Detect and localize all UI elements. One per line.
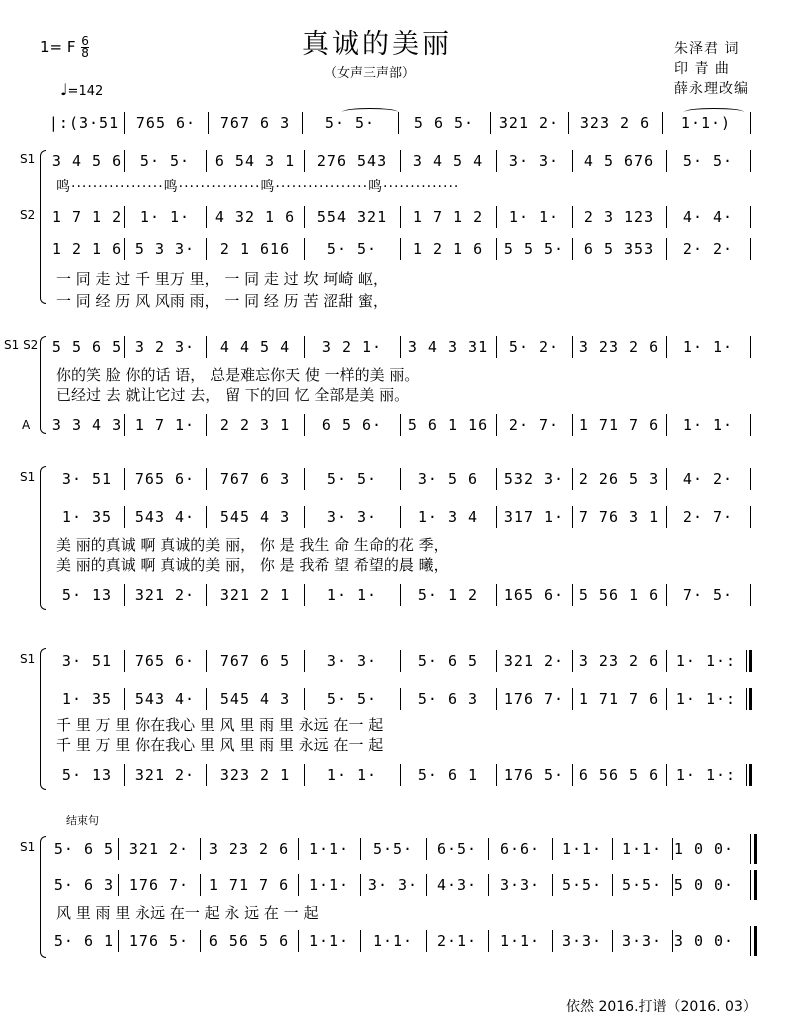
measure: 765 6· bbox=[135, 114, 197, 132]
measure: 6 56 5 6 bbox=[208, 932, 290, 950]
measure: 765 6· bbox=[134, 470, 196, 488]
measure: 6 54 3 1 bbox=[214, 152, 296, 170]
tempo-mark bbox=[60, 80, 103, 99]
quarter-note-icon: ♩ bbox=[60, 80, 68, 99]
measure: 4 32 1 6 bbox=[214, 208, 296, 226]
system-brace bbox=[40, 466, 46, 610]
measure: 1· 1· bbox=[326, 586, 378, 604]
measure: 5· 2· bbox=[508, 338, 560, 356]
intro-line bbox=[44, 114, 750, 134]
measure: 2 1 616 bbox=[219, 240, 291, 258]
measure: 5· 5· bbox=[682, 152, 734, 170]
s1-line bbox=[50, 152, 750, 172]
measure: 1·1·) bbox=[680, 114, 732, 132]
measure: 5· 6 1 bbox=[417, 766, 479, 784]
measure: 1· 35 bbox=[61, 690, 113, 708]
measure: 3·3· bbox=[561, 932, 603, 950]
measure: 1 0 0· bbox=[673, 840, 735, 858]
measure: 323 2 1 bbox=[219, 766, 291, 784]
measure: 5· 6 1 bbox=[53, 932, 115, 950]
final-barline bbox=[750, 926, 751, 956]
measure: 1· 1· bbox=[326, 766, 378, 784]
measure: |:(3·51 bbox=[48, 114, 120, 132]
s1-line bbox=[50, 840, 760, 860]
alto-line bbox=[50, 416, 750, 436]
part-label-s1: S1 bbox=[20, 470, 36, 484]
measure: 2 2 3 1 bbox=[219, 416, 291, 434]
measure: 5· 13 bbox=[61, 766, 113, 784]
time-top: 6 bbox=[81, 34, 89, 48]
measure: 5· 6 5 bbox=[53, 840, 115, 858]
system-brace bbox=[40, 648, 46, 790]
measure: 5· 5· bbox=[324, 114, 376, 132]
barline bbox=[750, 112, 751, 134]
measure: 3·3· bbox=[621, 932, 663, 950]
repeat-barline bbox=[746, 688, 747, 710]
ending-label: 结束句 bbox=[66, 814, 99, 827]
measure: 1·1· bbox=[621, 840, 663, 858]
measure: 276 543 bbox=[316, 152, 388, 170]
part-label-s2: S2 bbox=[20, 208, 36, 222]
measure: 1·1· bbox=[561, 840, 603, 858]
measure: 165 6· bbox=[503, 586, 565, 604]
subtitle: （女声三声部） bbox=[324, 66, 416, 81]
lyric-line: 风 里 雨 里 永远 在一 起 永 远 在 一 起 bbox=[56, 904, 319, 922]
measure: 2· 7· bbox=[508, 416, 560, 434]
measure: 554 321 bbox=[316, 208, 388, 226]
measure: 6 5 353 bbox=[583, 240, 655, 258]
measure: 321 2 1 bbox=[219, 586, 291, 604]
lyric-verse-2: 一 同 经 历 风 风雨 雨， 一 同 经 历 苦 涩甜 蜜， bbox=[56, 292, 388, 310]
measure: 1· 1· bbox=[139, 208, 191, 226]
measure: 4 4 5 4 bbox=[219, 338, 291, 356]
repeat-barline-thick bbox=[749, 764, 752, 786]
part-label-s1: S1 bbox=[20, 152, 36, 166]
measure: 5· 5· bbox=[326, 470, 378, 488]
system-brace bbox=[40, 336, 46, 434]
lyric-verse-2: 已经过 去 就让它过 去， 留 下的回 忆 全部是美 丽。 bbox=[56, 386, 410, 404]
measure: 5· 5· bbox=[139, 152, 191, 170]
part-label-s1: S1 bbox=[20, 840, 36, 854]
measure: 317 1· bbox=[503, 508, 565, 526]
measure: 3 4 5 6 bbox=[51, 152, 123, 170]
measure: 1 2 1 6 bbox=[412, 240, 484, 258]
repeat-barline bbox=[746, 650, 747, 672]
measure: 1· 1· bbox=[682, 416, 734, 434]
measure: 176 7· bbox=[503, 690, 565, 708]
measure: 3· 3· bbox=[326, 652, 378, 670]
lyric-verse-1: 一 同 走 过 千 里万 里， 一 同 走 过 坎 坷崎 岖， bbox=[56, 270, 388, 288]
lyricist: 朱泽君 词 bbox=[674, 41, 740, 57]
measure: 3· 3· bbox=[367, 876, 419, 894]
lyric-verse-1: 你的笑 脸 你的话 语， 总是难忘你天 使 一样的美 丽。 bbox=[56, 366, 420, 384]
measure: 1·1· bbox=[308, 876, 350, 894]
slur bbox=[342, 108, 398, 116]
measure: 3 23 2 6 bbox=[578, 338, 660, 356]
measure: 3 2 3· bbox=[134, 338, 196, 356]
repeat-barline bbox=[746, 764, 747, 786]
measure: 6·5· bbox=[436, 840, 478, 858]
system-brace bbox=[40, 836, 46, 958]
barline bbox=[750, 150, 751, 172]
measure: 321 2· bbox=[134, 766, 196, 784]
final-barline-thick bbox=[754, 834, 757, 864]
measure: 1 71 7 6 bbox=[578, 416, 660, 434]
measure: 5·5· bbox=[561, 876, 603, 894]
measure: 2 3 123 bbox=[583, 208, 655, 226]
measure: 3 23 2 6 bbox=[208, 840, 290, 858]
measure: 176 7· bbox=[128, 876, 190, 894]
barline bbox=[750, 414, 751, 436]
measure: 176 5· bbox=[128, 932, 190, 950]
measure: 5 56 1 6 bbox=[578, 586, 660, 604]
time-signature bbox=[81, 36, 89, 59]
s2-line bbox=[50, 690, 750, 710]
measure: 1·1· bbox=[372, 932, 414, 950]
part-label-s1s2: S1 S2 bbox=[4, 338, 39, 352]
barline bbox=[750, 206, 751, 228]
repeat-barline-thick bbox=[749, 650, 752, 672]
measure: 1 7 1 2 bbox=[51, 208, 123, 226]
measure: 1· 1·: bbox=[675, 652, 737, 670]
alto-line bbox=[50, 586, 750, 606]
measure: 5· 6 3 bbox=[417, 690, 479, 708]
measure: 4· 2· bbox=[682, 470, 734, 488]
measure: 7 76 3 1 bbox=[578, 508, 660, 526]
page-title: 真诚的美丽 bbox=[302, 29, 452, 60]
measure: 4 5 676 bbox=[583, 152, 655, 170]
measure: 543 4· bbox=[134, 508, 196, 526]
measure: 2·1· bbox=[436, 932, 478, 950]
system-brace bbox=[40, 150, 46, 304]
measure: 767 6 5 bbox=[219, 652, 291, 670]
measure: 1 2 1 6 bbox=[51, 240, 123, 258]
measure: 767 6 3 bbox=[219, 114, 291, 132]
measure: 2 26 5 3 bbox=[578, 470, 660, 488]
barline bbox=[750, 336, 751, 358]
measure: 176 5· bbox=[503, 766, 565, 784]
measure: 3 4 3 31 bbox=[407, 338, 489, 356]
measure: 323 2 6 bbox=[579, 114, 651, 132]
measure: 532 3· bbox=[503, 470, 565, 488]
measure: 1· 1·: bbox=[675, 690, 737, 708]
measure: 3 4 5 4 bbox=[412, 152, 484, 170]
measure: 3 3 4 3 bbox=[51, 416, 123, 434]
final-barline-thick bbox=[754, 870, 757, 900]
measure: 5· 13 bbox=[61, 586, 113, 604]
measure: 6·6· bbox=[499, 840, 541, 858]
measure: 767 6 3 bbox=[219, 470, 291, 488]
measure: 1· 1·: bbox=[675, 766, 737, 784]
barline bbox=[750, 506, 751, 528]
measure: 1· 1· bbox=[508, 208, 560, 226]
arranger: 薛永理改编 bbox=[674, 81, 749, 97]
measure: 1 71 7 6 bbox=[578, 690, 660, 708]
measure: 545 4 3 bbox=[219, 508, 291, 526]
final-barline bbox=[750, 834, 751, 864]
measure: 1 71 7 6 bbox=[208, 876, 290, 894]
lyric-verse-2: 美 丽的真诚 啊 真诚的美 丽， 你 是 我希 望 希望的晨 曦， bbox=[56, 556, 449, 574]
measure: 5 5 5· bbox=[503, 240, 565, 258]
measure: 1· 35 bbox=[61, 508, 113, 526]
s1-line bbox=[50, 470, 750, 490]
s1s2-line bbox=[50, 338, 750, 358]
measure: 7· 5· bbox=[682, 586, 734, 604]
measure: 1· 3 4 bbox=[417, 508, 479, 526]
s2-line bbox=[50, 208, 750, 228]
measure: 2· 2· bbox=[682, 240, 734, 258]
measure: 3· 3· bbox=[326, 508, 378, 526]
measure: 321 2· bbox=[503, 652, 565, 670]
alto-line bbox=[50, 932, 760, 952]
repeat-barline-thick bbox=[749, 688, 752, 710]
measure: 6 56 5 6 bbox=[578, 766, 660, 784]
measure: 3 23 2 6 bbox=[578, 652, 660, 670]
measure: 5 0 0· bbox=[673, 876, 735, 894]
part-label-s1: S1 bbox=[20, 652, 36, 666]
measure: 5 6 5· bbox=[413, 114, 475, 132]
footer-credit: 依然 2016.打谱（2016. 03） bbox=[566, 999, 757, 1015]
measure: 3 0 0· bbox=[673, 932, 735, 950]
lyric-verse-1: 美 丽的真诚 啊 真诚的美 丽， 你 是 我生 命 生命的花 季， bbox=[56, 536, 449, 554]
final-barline bbox=[750, 870, 751, 900]
alto-line bbox=[50, 240, 750, 260]
slur bbox=[684, 108, 744, 116]
measure: 765 6· bbox=[134, 652, 196, 670]
measure: 545 4 3 bbox=[219, 690, 291, 708]
measure: 321 2· bbox=[498, 114, 560, 132]
measure: 5·5· bbox=[372, 840, 414, 858]
key-label: 1= F bbox=[40, 38, 76, 56]
lyric-line: 鸣·················鸣···············鸣·················鸣·············· bbox=[56, 179, 460, 195]
lyric-verse-2: 千 里 万 里 你在我心 里 风 里 雨 里 永远 在一 起 bbox=[56, 736, 384, 754]
measure: 5· 5· bbox=[326, 240, 378, 258]
alto-line bbox=[50, 766, 750, 786]
measure: 1 7 1· bbox=[134, 416, 196, 434]
measure: 4·3· bbox=[436, 876, 478, 894]
measure: 3· 3· bbox=[508, 152, 560, 170]
measure: 543 4· bbox=[134, 690, 196, 708]
measure: 5 6 1 16 bbox=[407, 416, 489, 434]
measure: 1· 1· bbox=[682, 338, 734, 356]
measure: 5 5 6 5 bbox=[51, 338, 123, 356]
s1-line bbox=[50, 652, 750, 672]
measure: 1 7 1 2 bbox=[412, 208, 484, 226]
time-bottom: 8 bbox=[81, 46, 89, 60]
measure: 321 2· bbox=[134, 586, 196, 604]
measure: 5· 6 5 bbox=[417, 652, 479, 670]
measure: 3· 51 bbox=[61, 652, 113, 670]
lyric-verse-1: 千 里 万 里 你在我心 里 风 里 雨 里 永远 在一 起 bbox=[56, 716, 384, 734]
measure: 6 5 6· bbox=[321, 416, 383, 434]
measure: 3· 5 6 bbox=[417, 470, 479, 488]
part-label-a: A bbox=[22, 418, 31, 432]
barline bbox=[750, 238, 751, 260]
barline bbox=[750, 584, 751, 606]
measure: 321 2· bbox=[128, 840, 190, 858]
s2-line bbox=[50, 876, 760, 896]
measure: 4· 4· bbox=[682, 208, 734, 226]
measure: 3 2 1· bbox=[321, 338, 383, 356]
final-barline-thick bbox=[754, 926, 757, 956]
measure: 5·5· bbox=[621, 876, 663, 894]
measure: 5 3 3· bbox=[134, 240, 196, 258]
measure: 5· 1 2 bbox=[417, 586, 479, 604]
measure: 5· 5· bbox=[326, 690, 378, 708]
measure: 5· 6 3 bbox=[53, 876, 115, 894]
measure: 1·1· bbox=[499, 932, 541, 950]
key-signature bbox=[40, 36, 89, 59]
measure: 1·1· bbox=[308, 932, 350, 950]
composer: 印 青 曲 bbox=[674, 61, 730, 77]
measure: 1·1· bbox=[308, 840, 350, 858]
tempo-value: =142 bbox=[67, 84, 104, 99]
measure: 2· 7· bbox=[682, 508, 734, 526]
measure: 3· 51 bbox=[61, 470, 113, 488]
s2-line bbox=[50, 508, 750, 528]
measure: 3·3· bbox=[499, 876, 541, 894]
barline bbox=[750, 468, 751, 490]
